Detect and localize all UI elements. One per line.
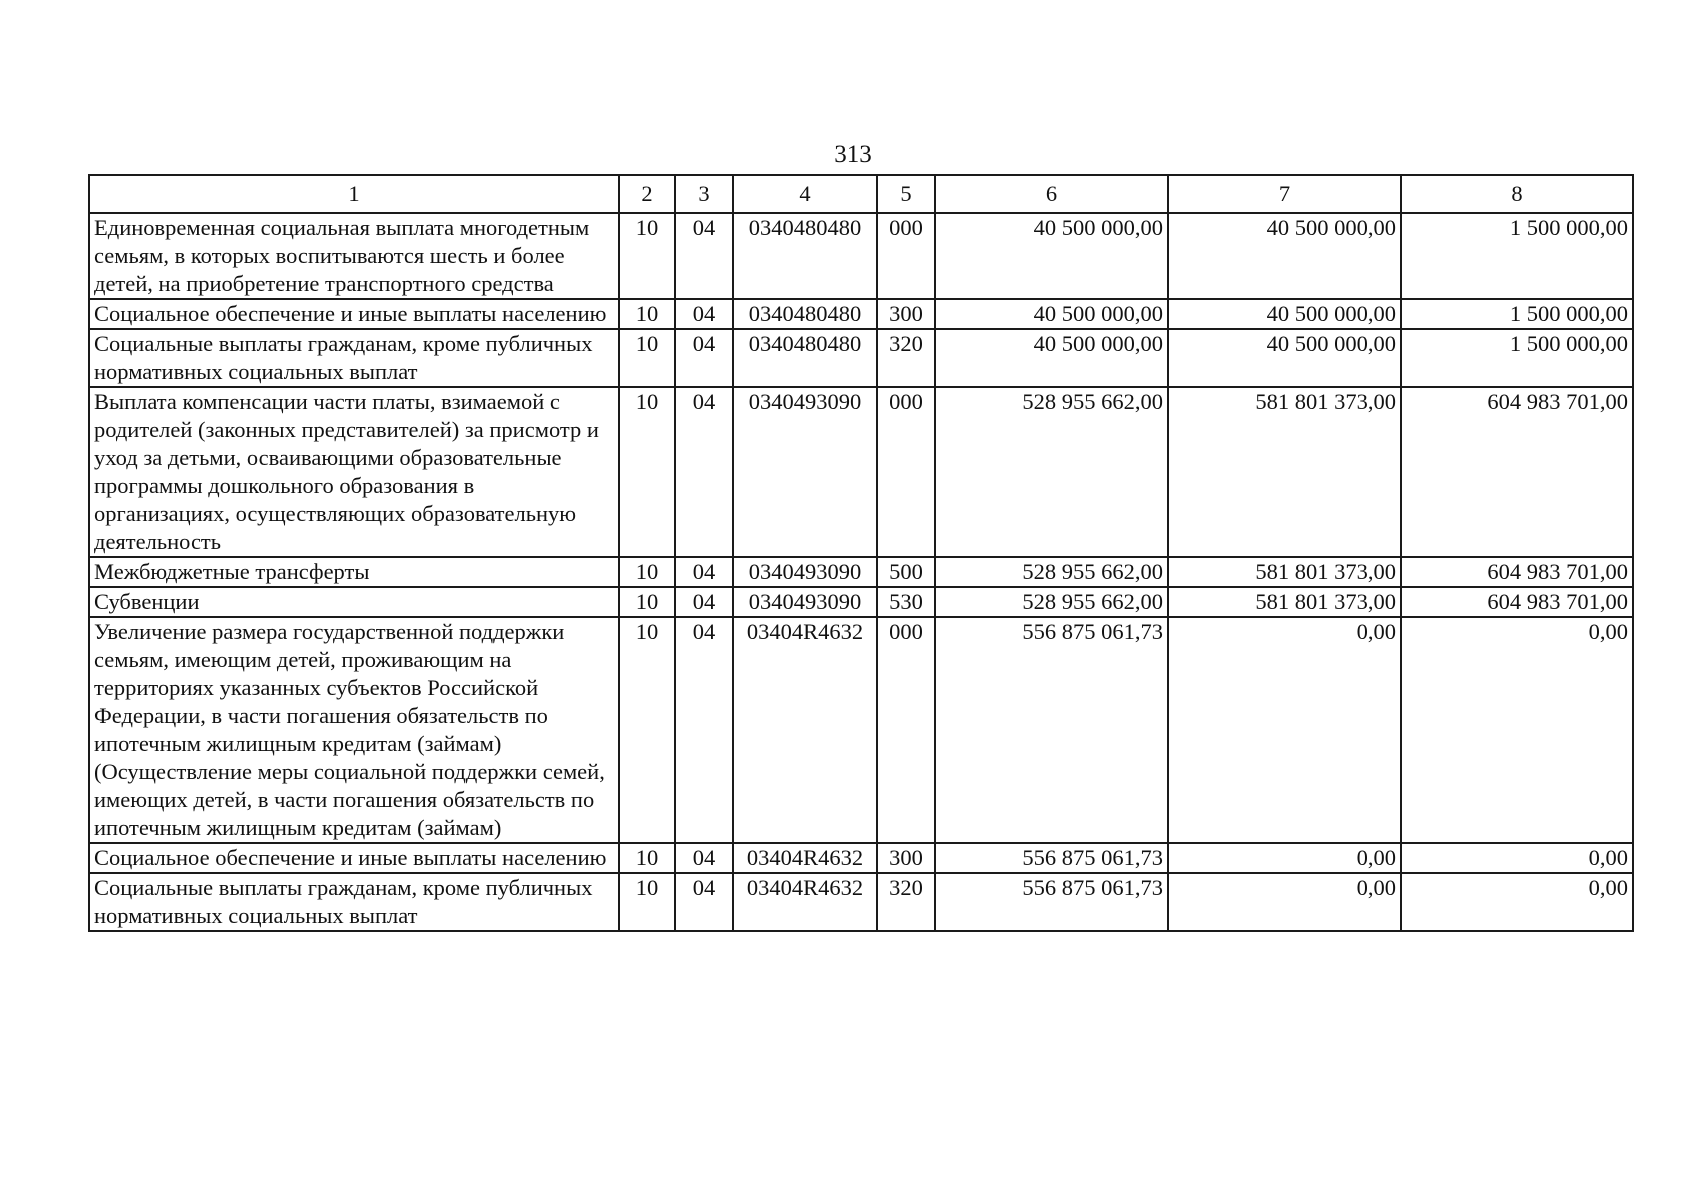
table-row [89, 557, 1633, 587]
row-amount-3: 0,00 [1401, 873, 1633, 931]
row-amount-1: 528 955 662,00 [935, 387, 1168, 557]
row-section: 10 [619, 587, 675, 617]
row-expense-type: 320 [877, 873, 935, 931]
table-row [89, 587, 1633, 617]
column-header-8: 8 [1401, 175, 1633, 213]
row-name: Социальное обеспечение и иные выплаты населению [89, 843, 619, 873]
row-amount-3: 604 983 701,00 [1401, 387, 1633, 557]
row-amount-2: 0,00 [1168, 617, 1401, 843]
table-row [89, 299, 1633, 329]
row-amount-3: 0,00 [1401, 617, 1633, 843]
table-row [89, 843, 1633, 873]
row-amount-2: 581 801 373,00 [1168, 387, 1401, 557]
column-header-4: 4 [733, 175, 877, 213]
row-amount-1: 528 955 662,00 [935, 587, 1168, 617]
row-subsection: 04 [675, 299, 733, 329]
row-amount-1: 556 875 061,73 [935, 873, 1168, 931]
page-number: 313 [834, 141, 872, 168]
row-amount-3: 604 983 701,00 [1401, 587, 1633, 617]
row-target-code: 0340480480 [733, 329, 877, 387]
row-section: 10 [619, 329, 675, 387]
row-subsection: 04 [675, 557, 733, 587]
row-amount-1: 40 500 000,00 [935, 329, 1168, 387]
row-section: 10 [619, 299, 675, 329]
row-amount-3: 1 500 000,00 [1401, 299, 1633, 329]
row-expense-type: 530 [877, 587, 935, 617]
row-name: Выплата компенсации части платы, взимаемой с родителей (законных представителей) за присмотр и уход за детьми, осваивающими образовательные программы дошкольного образования в организациях, осуществляющих образовательную деятельность [89, 387, 619, 557]
row-expense-type: 300 [877, 843, 935, 873]
column-header-6: 6 [935, 175, 1168, 213]
row-name: Межбюджетные трансферты [89, 557, 619, 587]
row-name: Социальное обеспечение и иные выплаты населению [89, 299, 619, 329]
row-name: Единовременная социальная выплата многодетным семьям, в которых воспитываются шесть и более детей, на приобретение транспортного средства [89, 213, 619, 299]
row-target-code: 03404R4632 [733, 843, 877, 873]
table-row [89, 329, 1633, 387]
column-header-1: 1 [89, 175, 619, 213]
row-section: 10 [619, 617, 675, 843]
row-subsection: 04 [675, 587, 733, 617]
row-subsection: 04 [675, 213, 733, 299]
row-amount-2: 0,00 [1168, 873, 1401, 931]
table-row [89, 617, 1633, 843]
column-header-7: 7 [1168, 175, 1401, 213]
table-row [89, 873, 1633, 931]
row-target-code: 0340480480 [733, 213, 877, 299]
row-target-code: 0340493090 [733, 387, 877, 557]
row-expense-type: 000 [877, 387, 935, 557]
row-amount-2: 40 500 000,00 [1168, 299, 1401, 329]
row-amount-1: 556 875 061,73 [935, 617, 1168, 843]
row-expense-type: 500 [877, 557, 935, 587]
row-expense-type: 000 [877, 213, 935, 299]
row-subsection: 04 [675, 387, 733, 557]
row-expense-type: 000 [877, 617, 935, 843]
row-amount-3: 1 500 000,00 [1401, 329, 1633, 387]
row-subsection: 04 [675, 617, 733, 843]
row-amount-1: 556 875 061,73 [935, 843, 1168, 873]
row-amount-3: 0,00 [1401, 843, 1633, 873]
row-section: 10 [619, 213, 675, 299]
row-target-code: 03404R4632 [733, 873, 877, 931]
column-header-3: 3 [675, 175, 733, 213]
row-section: 10 [619, 873, 675, 931]
row-target-code: 0340493090 [733, 587, 877, 617]
header-row [89, 175, 1633, 213]
budget-table [88, 174, 1634, 932]
table-row [89, 213, 1633, 299]
row-name: Субвенции [89, 587, 619, 617]
row-amount-2: 581 801 373,00 [1168, 587, 1401, 617]
row-amount-3: 1 500 000,00 [1401, 213, 1633, 299]
column-header-2: 2 [619, 175, 675, 213]
row-amount-3: 604 983 701,00 [1401, 557, 1633, 587]
row-name: Социальные выплаты гражданам, кроме публичных нормативных социальных выплат [89, 873, 619, 931]
row-name: Социальные выплаты гражданам, кроме публичных нормативных социальных выплат [89, 329, 619, 387]
row-section: 10 [619, 387, 675, 557]
row-expense-type: 320 [877, 329, 935, 387]
row-subsection: 04 [675, 873, 733, 931]
row-target-code: 0340493090 [733, 557, 877, 587]
table-row [89, 387, 1633, 557]
row-expense-type: 300 [877, 299, 935, 329]
row-amount-2: 581 801 373,00 [1168, 557, 1401, 587]
row-target-code: 0340480480 [733, 299, 877, 329]
row-section: 10 [619, 557, 675, 587]
row-subsection: 04 [675, 329, 733, 387]
row-amount-1: 40 500 000,00 [935, 213, 1168, 299]
column-header-5: 5 [877, 175, 935, 213]
row-amount-2: 40 500 000,00 [1168, 329, 1401, 387]
row-amount-1: 40 500 000,00 [935, 299, 1168, 329]
row-subsection: 04 [675, 843, 733, 873]
row-amount-2: 40 500 000,00 [1168, 213, 1401, 299]
row-amount-2: 0,00 [1168, 843, 1401, 873]
row-target-code: 03404R4632 [733, 617, 877, 843]
row-section: 10 [619, 843, 675, 873]
row-amount-1: 528 955 662,00 [935, 557, 1168, 587]
row-name: Увеличение размера государственной поддержки семьям, имеющим детей, проживающим на территориях указанных субъектов Российской Федерации, в части погашения обязательств по ипотечным жилищным кредитам (займам) (Осуществление меры социальной поддержки семей, имеющих детей, в части погашения обязательств по ипотечным жилищным кредитам (займам) [89, 617, 619, 843]
